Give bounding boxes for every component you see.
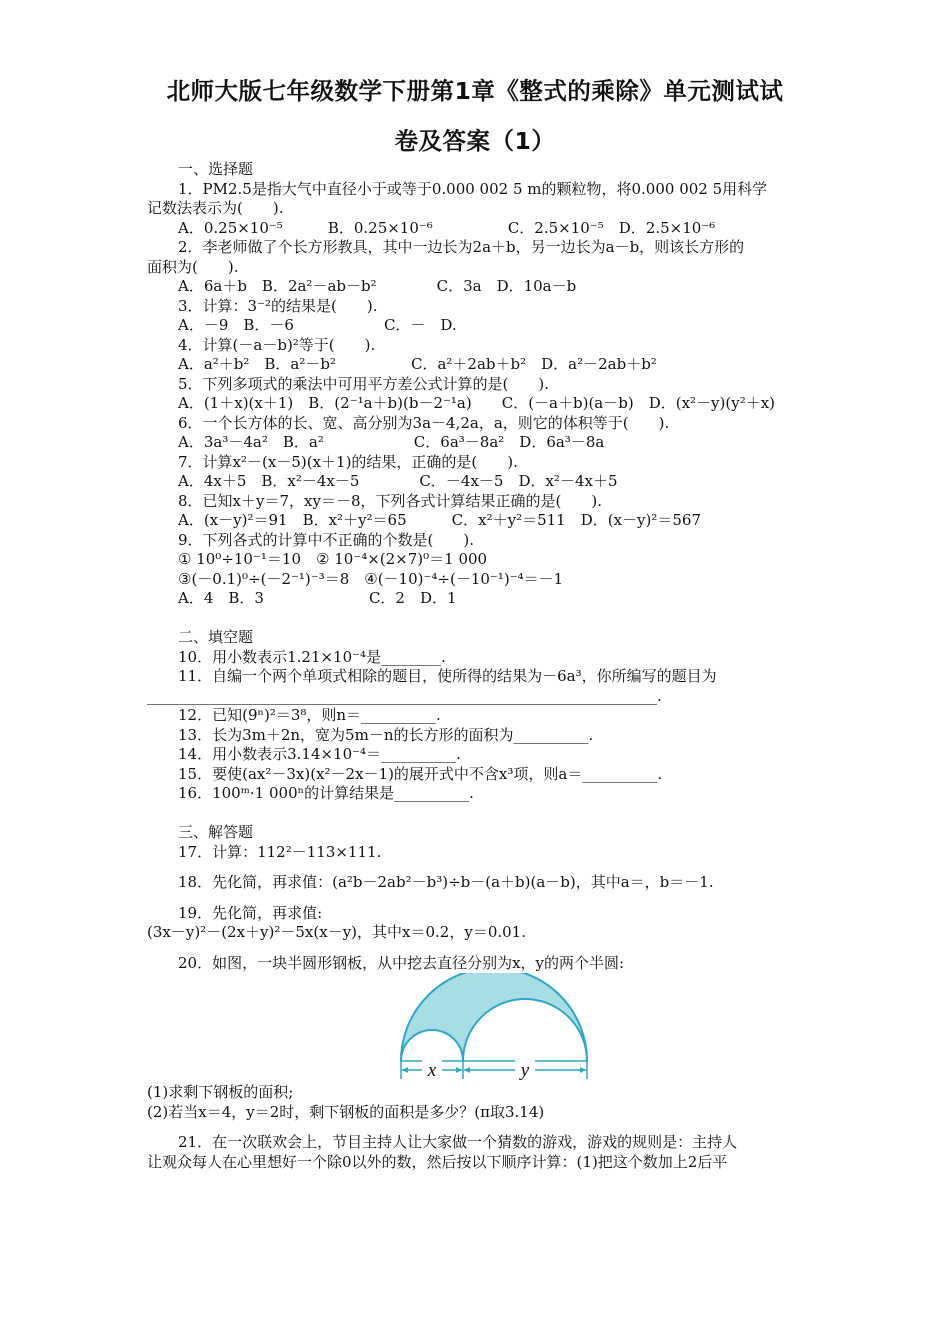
question-text: 1．PM2.5是指大气中直径小于或等于0.000 002 5 m的颗粒物，将0.000 002 5用科学 — [178, 179, 768, 198]
question-text: 10．用小数表示1.21×10⁻⁴是________. — [178, 647, 446, 666]
question-body — [147, 160, 812, 1172]
answer-options: A．4x＋5 B．x²－4x－5 C．－4x－5 D．x²－4x＋5 — [178, 472, 618, 490]
question-text: 12．已知(9ⁿ)²＝3⁸，则n＝__________. — [178, 706, 441, 724]
question-text: 3．计算：3⁻²的结果是( ). — [178, 296, 378, 315]
question-text: 16．100ᵐ·1 000ⁿ的计算结果是__________. — [178, 784, 474, 802]
question-text: 面积为( ). — [147, 257, 239, 276]
question-text: 19．先化简，再求值: — [178, 903, 323, 922]
y-label: y — [520, 1060, 530, 1081]
section-heading: 一、选择题 — [178, 160, 254, 178]
answer-options: A．(1＋x)(x＋1) B．(2⁻¹a＋b)(b－2⁻¹a) C．(－a＋b)(a－b) D．(x²－y)(y²＋x) — [178, 394, 776, 412]
question-text: 18．先化简，再求值：(a²b－2ab²－b³)÷b－(a＋b)(a－b)，其中a＝，b＝－1. — [178, 873, 714, 891]
answer-options: A．0.25×10⁻⁵ B．0.25×10⁻⁶ C．2.5×10⁻⁵ D．2.5×10⁻⁶ — [178, 218, 716, 237]
question-text: 8．已知x＋y＝7，xy＝－8，下列各式计算结果正确的是( ). — [178, 491, 602, 510]
document-title-line1: 北师大版七年级数学下册第1章《整式的乘除》单元测试试 — [166, 77, 784, 105]
question-text: (2)若当x＝4，y＝2时，剩下钢板的面积是多少？(π取3.14) — [147, 1102, 545, 1121]
answer-options: A．(x－y)²＝91 B．x²＋y²＝65 C．x²＋y²＝511 D．(x－y)²＝567 — [178, 511, 702, 529]
question-text: (3x－y)²－(2x＋y)²－5x(x－y)，其中x＝0.2，y＝0.01. — [147, 923, 526, 941]
question-text: 7．计算x²－(x－5)(x＋1)的结果，正确的是( ). — [178, 452, 518, 471]
answer-options: A．－9 B．－6 C．－ D. — [178, 316, 457, 334]
answer-options: A．4 B．3 C．2 D．1 — [178, 589, 457, 607]
question-text: 6．一个长方体的长、宽、高分别为3a－4,2a，a，则它的体积等于( ). — [178, 413, 670, 432]
semicircle-figure — [147, 973, 812, 1083]
semicircle-diagram — [393, 973, 593, 1081]
answer-options: A．6a＋b B．2a²－ab－b² C．3a D．10a－b — [178, 277, 577, 295]
question-text: 11．自编一个两个单项式相除的题目，使所得的结果为－6a³，你所编写的题目为 — [178, 667, 717, 685]
answer-options: A．a²＋b² B．a²－b² C．a²＋2ab＋b² D．a²－2ab＋b² — [178, 355, 657, 373]
question-text: 15．要使(ax²－3x)(x²－2x－1)的展开式中不含x³项，则a＝__________. — [178, 764, 663, 783]
answer-blank: ____________________________________________________________________. — [147, 686, 662, 705]
question-text: 5．下列多项式的乘法中可用平方差公式计算的是( ). — [178, 374, 550, 393]
question-text: 9．下列各式的计算中不正确的个数是( ). — [178, 530, 475, 549]
x-label: x — [427, 1060, 437, 1081]
question-text: 21．在一次联欢会上，节目主持人让大家做一个猜数的游戏，游戏的规则是：主持人 — [178, 1133, 738, 1151]
question-text: 记数法表示为( ). — [147, 199, 284, 217]
section-heading: 二、填空题 — [178, 628, 254, 646]
section-heading: 三、解答题 — [178, 823, 254, 841]
question-text: 17．计算：112²－113×111. — [178, 842, 382, 861]
question-text: ③(－0.1)⁰÷(－2⁻¹)⁻³＝8 ④(－10)⁻⁴÷(－10⁻¹)⁻⁴＝－1 — [178, 569, 564, 588]
answer-options: A．3a³－4a² B．a² C．6a³－8a² D．6a³－8a — [178, 433, 605, 451]
remaining-steel-region — [401, 973, 587, 1061]
question-text: ① 10⁰÷10⁻¹＝10 ② 10⁻⁴×(2×7)⁰＝1 000 — [178, 550, 488, 568]
question-text: 让观众每人在心里想好一个除0以外的数，然后按以下顺序计算：(1)把这个数加上2后平 — [147, 1152, 728, 1171]
question-text: 13．长为3m＋2n，宽为5m－n的长方形的面积为__________. — [178, 725, 594, 744]
question-text: 2．李老师做了个长方形教具，其中一边长为2a＋b，另一边长为a－b，则该长方形的 — [178, 238, 745, 256]
question-text: (1)求剩下钢板的面积; — [147, 1083, 294, 1101]
question-text: 20．如图，一块半圆形钢板，从中挖去直径分别为x，y的两个半圆: — [178, 953, 625, 972]
document-title-line2: 卷及答案（1） — [394, 127, 556, 155]
question-text: 4．计算(－a－b)²等于( ). — [178, 335, 376, 354]
question-text: 14．用小数表示3.14×10⁻⁴＝__________. — [178, 745, 461, 763]
